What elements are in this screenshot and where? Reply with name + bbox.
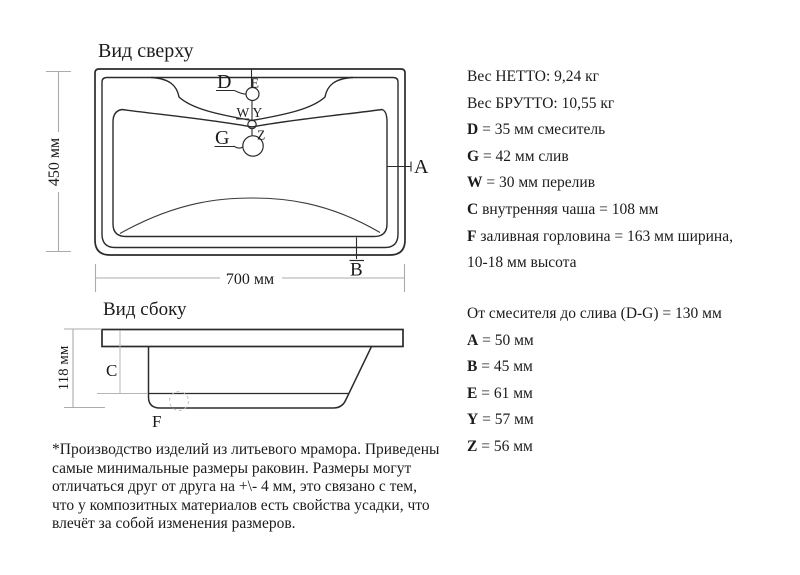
spec-key: G [467,147,480,165]
spec-height-note: 10-18 мм высота [467,254,577,272]
label-y: Y [252,105,263,120]
spec-text: = 30 мм перелив [482,174,596,192]
footnote-line: самые минимальные размеры раковин. Размеры могут [52,459,412,477]
footnote-line: отличаться друг от друга на +\- 4 мм, это связано с тем, [52,478,417,496]
label-z: Z [257,127,266,143]
side-view [56,299,403,431]
sink-outer-outline [95,69,405,255]
spec-line-f [467,224,733,251]
spec-line-c [467,197,733,224]
distance-line-y [467,407,722,434]
spec-key: D [467,121,479,139]
dim-height-118: 118 мм [56,345,72,391]
label-f: F [152,412,162,431]
distance-text: = 56 мм [477,437,533,455]
distance-text: = 50 мм [478,331,534,349]
footnote-line: *Производство изделий из литьевого мрамора. Приведены [52,441,440,458]
label-e: E [250,76,260,92]
footnote-line: влечёт за собой изменения размеров. [52,515,296,533]
top-view [46,40,429,292]
spec-text: = 42 мм слив [479,147,569,165]
distance-key: Y [467,411,479,429]
label-g-leader [234,146,243,148]
spec-line-g [467,144,733,171]
distance-key: B [467,358,478,376]
distance-line-z [467,434,722,461]
spec-line-d [467,117,733,144]
spec-text: внутренняя чаша = 108 мм [478,200,659,218]
label-a: A [414,156,429,178]
label-b: B [350,259,363,281]
footnote [52,441,439,534]
label-d: D [217,71,232,93]
distance-key: A [467,331,479,349]
basin-slope-arc [120,198,380,234]
spec-key: W [467,174,483,192]
distance-text: = 45 мм [477,358,533,376]
weight-gross-text: Вес БРУТТО: 10,55 кг [467,94,615,112]
distance-key: E [467,384,478,402]
countertop-slab [102,330,403,347]
distances-panel [467,301,722,461]
label-w: W [236,105,250,120]
dim-height-450: 450 мм [46,137,63,187]
footnote-line: что у композитных материалов есть свойства усадки, что [52,496,430,514]
side-view-title: Вид сбоку [103,299,187,320]
distance-text: = 57 мм [478,411,534,429]
spec-key: C [467,200,479,218]
spec-line-w [467,170,733,197]
spec-text: заливная горловина = 163 мм ширина, [476,227,733,245]
spec-key: F [467,227,477,245]
weight-net-text: Вес НЕТТО: 9,24 кг [467,68,600,85]
specs-panel [467,64,733,277]
bowl-profile [149,347,372,409]
top-view-title: Вид сверху [98,40,194,62]
distance-heading: От смесителя до слива (D-G) = 130 мм [467,305,722,322]
distance-line-a [467,328,722,355]
distance-text: = 61 мм [477,384,533,402]
distance-line-b [467,354,722,381]
distance-key: Z [467,437,478,455]
label-g: G [215,127,230,149]
spec-text: = 35 мм смеситель [478,121,606,139]
sink-inner-rim [102,78,398,248]
label-d-leader [235,91,246,94]
distance-line-e [467,381,722,408]
label-c: C [106,361,118,380]
dim-width-700: 700 мм [225,271,275,288]
